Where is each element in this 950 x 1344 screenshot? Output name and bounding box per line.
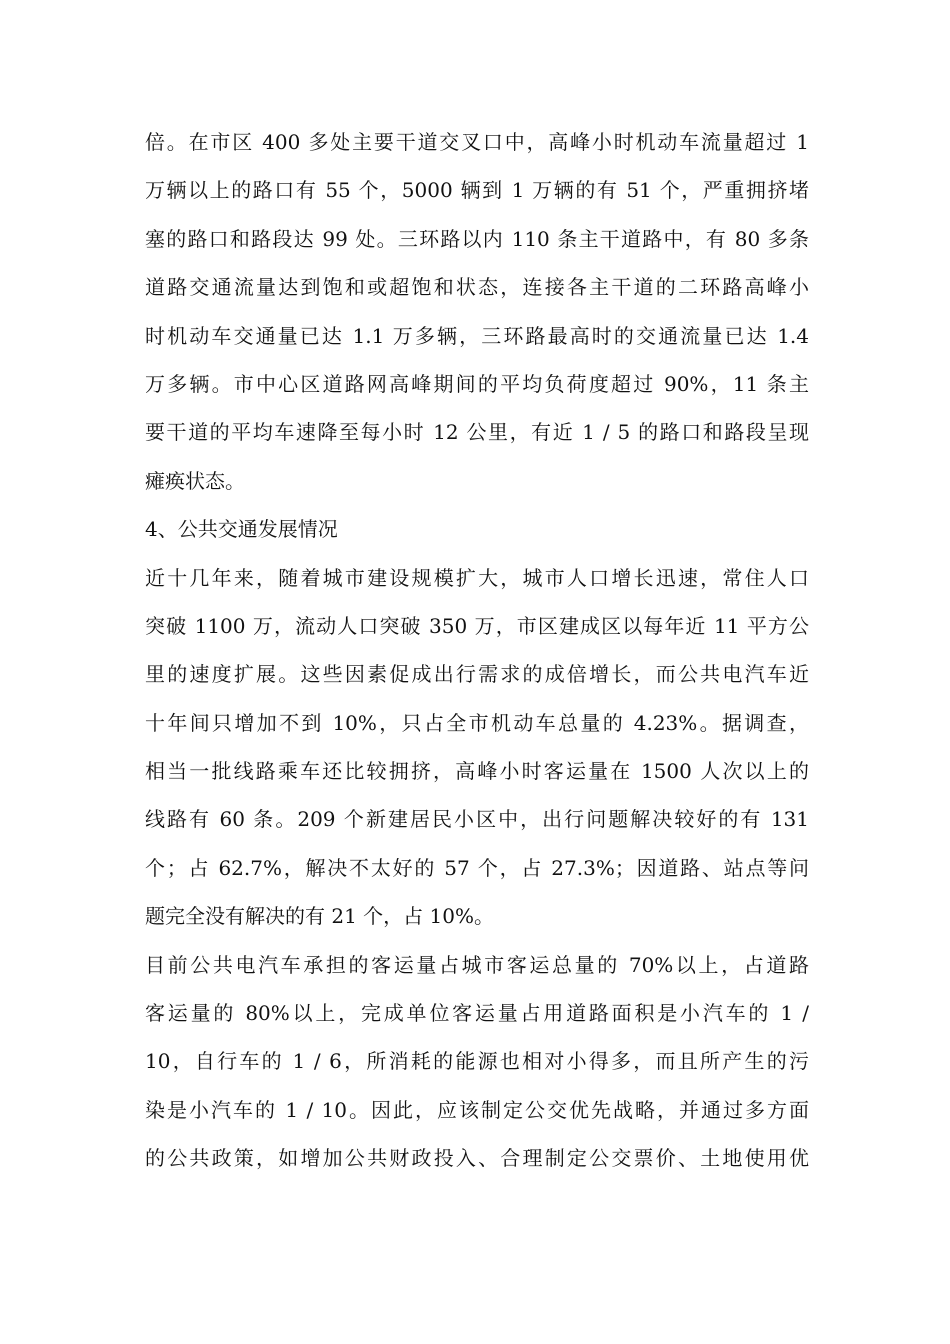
paragraph-end-line: 题完全没有解决的有 21 个，占 10%。 xyxy=(145,904,494,929)
document-body xyxy=(145,118,809,1183)
text-line: 目前公共电汽车承担的客运量占城市客运总量的 70%以上，占道路 xyxy=(145,952,809,977)
text-line: 十年间只增加不到 10%，只占全市机动车总量的 4.23%。据调查， xyxy=(145,710,809,735)
text-line: 万多辆。市中心区道路网高峰期间的平均负荷度超过 90%，11 条主 xyxy=(145,371,809,396)
text-line: 时机动车交通量已达 1.1 万多辆，三环路最高时的交通流量已达 1.4 xyxy=(145,323,809,348)
text-line: 10，自行车的 1 / 6，所消耗的能源也相对小得多，而且所产生的污 xyxy=(145,1049,809,1074)
text-line: 个；占 62.7%，解决不太好的 57 个，占 27.3%；因道路、站点等问 xyxy=(145,855,809,880)
text-line: 近十几年来，随着城市建设规模扩大，城市人口增长迅速，常住人口 xyxy=(145,565,809,590)
text-line: 倍。在市区 400 多处主要干道交叉口中，高峰小时机动车流量超过 1 xyxy=(145,130,809,154)
text-line: 突破 1100 万，流动人口突破 350 万，市区建成区以每年近 11 平方公 xyxy=(145,613,809,638)
text-line: 道路交通流量达到饱和或超饱和状态，连接各主干道的二环路高峰小 xyxy=(145,275,809,300)
text-line: 客运量的 80%以上，完成单位客运量占用道路面积是小汽车的 1 / xyxy=(145,1001,809,1026)
text-line: 线路有 60 条。209 个新建居民小区中，出行问题解决较好的有 131 xyxy=(145,807,809,832)
text-line: 要干道的平均车速降至每小时 12 公里，有近 1 / 5 的路口和路段呈现 xyxy=(145,420,809,445)
text-line: 的公共政策，如增加公共财政投入、合理制定公交票价、土地使用优 xyxy=(145,1146,809,1171)
section-heading: 4、公共交通发展情况 xyxy=(145,517,338,542)
text-line: 里的速度扩展。这些因素促成出行需求的成倍增长，而公共电汽车近 xyxy=(145,662,809,687)
text-line: 相当一批线路乘车还比较拥挤，高峰小时客运量在 1500 人次以上的 xyxy=(145,759,809,784)
text-line: 万辆以上的路口有 55 个，5000 辆到 1 万辆的有 51 个，严重拥挤堵 xyxy=(145,178,809,203)
text-line: 塞的路口和路段达 99 处。三环路以内 110 条主干道路中，有 80 多条 xyxy=(145,226,809,251)
text-line: 染是小汽车的 1 / 10。因此，应该制定公交优先战略，并通过多方面 xyxy=(145,1097,809,1122)
paragraph-end-line: 瘫痪状态。 xyxy=(145,468,245,493)
